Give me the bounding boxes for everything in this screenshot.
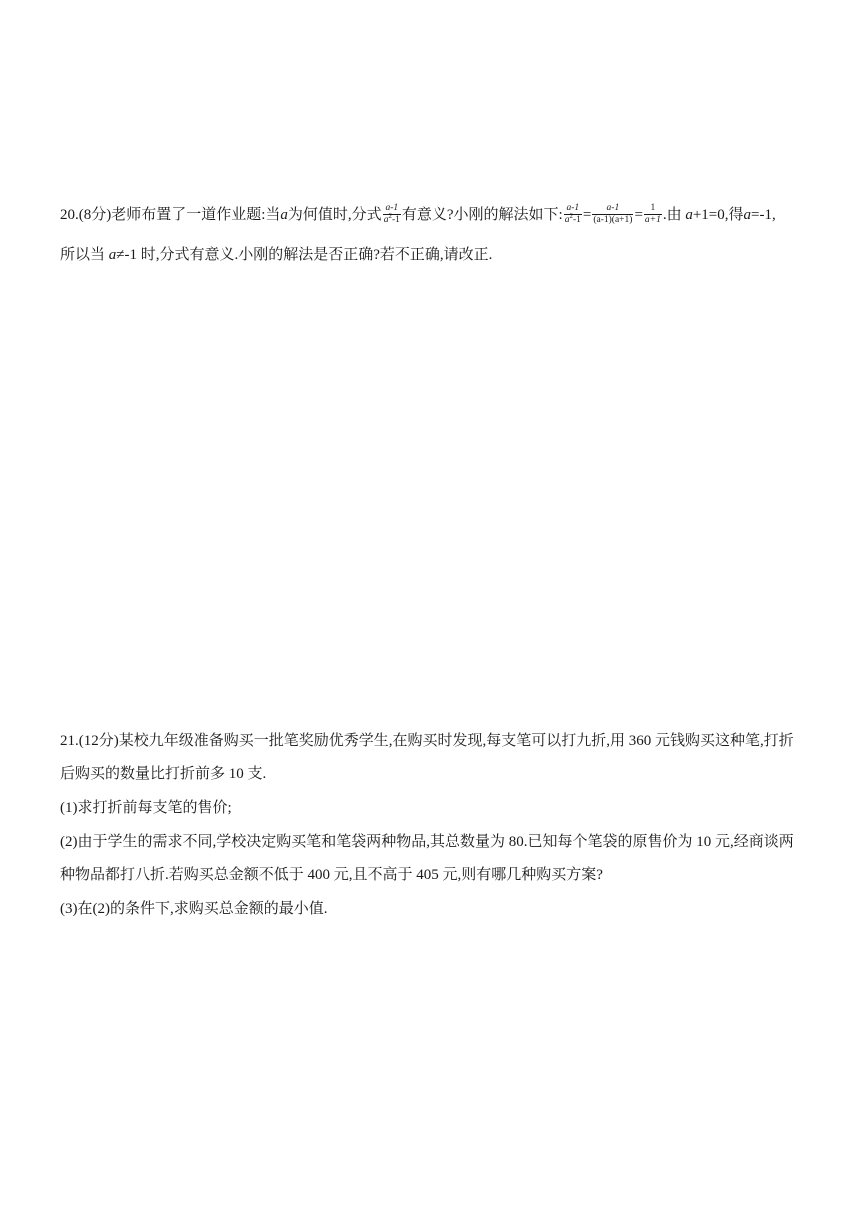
q20-fraction-expression xyxy=(383,203,401,226)
q21-line-2: 后购买的数量比打折前多 10 支. xyxy=(60,766,267,782)
q20-mid1: 为何值时,分式 xyxy=(287,206,382,223)
q20-solution-frac-2: $\frac{a-1}{(a-1)(a+1)}$ xyxy=(593,203,633,225)
q20-solution-frac-1: $\frac{a-1}{a^2-1}$ xyxy=(564,203,581,225)
q20-tail-2: +1=0,得 xyxy=(692,206,744,223)
q20-var-a: a xyxy=(280,206,288,223)
q21-line-1: 21.(12分)某校九年级准备购买一批笔奖励优秀学生,在购买时发现,每支笔可以打九折,用 360 元钱购买这种笔,打折 xyxy=(60,733,794,749)
q20-tail-3: =-1, xyxy=(751,206,776,223)
q20-var-a: a xyxy=(685,206,693,223)
fraction-denominator: $a^2-1$ xyxy=(383,212,400,225)
q20-var-a: a xyxy=(108,247,117,263)
q20-var-a: a xyxy=(743,206,752,223)
q20-line2-start: 所以当 xyxy=(60,247,106,263)
q20-line2-rest: ≠-1 时,分式有意义.小刚的解法是否正确?若不正确,请改正. xyxy=(116,247,493,263)
q21-part-2-line-2: 种物品都打八折.若购买总金额不低于 400 元,且不高于 405 元,则有哪几种购买方案? xyxy=(60,867,603,883)
q20-intro: 20.(8分)老师布置了一道作业题:当 xyxy=(60,206,281,223)
fraction-numerator: a-1 xyxy=(383,203,401,215)
q20-mid2: 有意义?小刚的解法如下: xyxy=(401,206,563,223)
q20-solution-frac-3: $\frac{1}{a+1}$ xyxy=(644,203,661,225)
q20-line-1 xyxy=(60,204,776,227)
q21-part-2-line-1: (2)由于学生的需求不同,学校决定购买笔和笔袋两种物品,其总数量为 80.已知每个笔袋的原售价为 10 元,经商谈两 xyxy=(60,834,794,850)
q21-part-3: (3)在(2)的条件下,求购买总金额的最小值. xyxy=(60,901,328,917)
q20-tail-1: .由 xyxy=(662,206,682,223)
equals-sign: = xyxy=(634,206,643,223)
q21-part-1: (1)求打折前每支笔的售价; xyxy=(60,800,232,816)
q20-line-2 xyxy=(60,245,492,265)
equals-sign: = xyxy=(582,206,592,223)
